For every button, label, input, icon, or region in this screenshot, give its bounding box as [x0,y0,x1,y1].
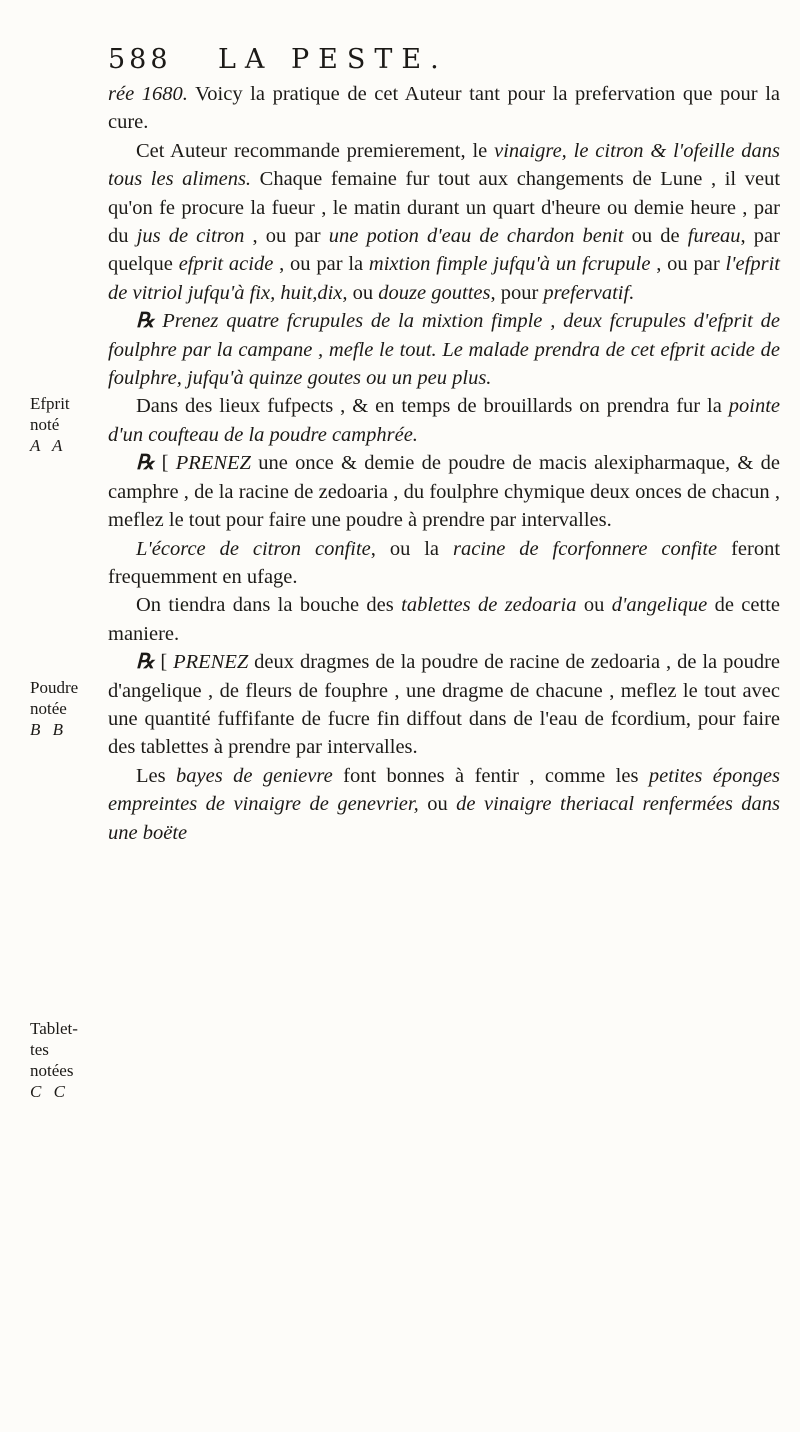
italic-run: douze gouttes [378,281,491,304]
date-text: rée 1680. [108,83,188,105]
text-run: ou [347,281,379,304]
text-run: ou de [623,225,688,248]
margin-note-poudre [30,677,108,740]
text-run: ou [418,793,457,816]
text-run: Cet Auteur recommande premierement, le [136,139,495,162]
text-run: de cette maniere. [108,594,780,645]
text-run: , ou par la [273,253,369,276]
text-run: , par quelque [108,225,780,276]
paragraph [108,648,780,762]
paragraph [108,535,780,592]
paragraph [108,762,780,847]
text-run: une once & demie de poudre de macis alexipharmaque, & de camphre , de la racine de zedoaria , du foulphre chymique deux onces de chacun , meflez le tout pour faire une poudre à prendre par intervalles. [108,452,780,532]
text-run: , ou la [370,537,453,560]
margin-note-line: notées [30,1061,74,1080]
margin-note-line: Poudre [30,678,79,697]
italic-run: L'écorce de citron confite [136,537,371,560]
text-run: deux dragmes de la poudre de racine de zedoaria , de la poudre d'angelique , de fleurs de fouphre , une dragme de chacune , meflez le tout avec une quantité fuffifante de fucre fin diffout dans de l'eau de fcordium, pour faire des tablettes à prendre par intervalles. [108,651,781,759]
paragraph [108,591,780,648]
page-number: 588 [108,44,172,75]
margin-note-line: Efprit [30,394,70,413]
text-run: [ [154,651,174,674]
text-run: , pour [490,281,544,304]
margin-note-letters: C C [30,1082,69,1101]
text-run: Dans des lieux fufpects , & en temps de brouillards on prendra fur la [136,395,729,418]
text-run: Voicy la pratique de cet Auteur tant pour la prefervation que pour la cure. [108,83,780,134]
text-run: font bonnes à fentir , comme les [332,764,649,787]
italic-run: PRENEZ [173,651,249,674]
text-run: feront frequemment en ufage. [108,537,781,588]
text-run: , ou par [244,225,329,248]
italic-run: prefervatif. [543,281,635,304]
italic-run: Prenez quatre fcrupules de la mixtion fimple , deux fcrupules d'efprit de foulphre par la campane , mefle le tout. Le malade prendra de cet efprit acide de foulphre, jufqu'à quinze goutes ou un peu plus. [108,310,780,390]
text-run: [ [154,452,176,475]
italic-run: petites éponges empreintes de vinaigre de genevrier, [108,764,780,816]
italic-run: de vinaigre theriacal renfermées dans une boëte [108,793,780,844]
text-run: Chaque femaine fur tout aux changements de Lune , il veut qu'on fe procure la fueur , le matin durant un quart d'heure ou demie heure , par du [108,168,781,248]
text-run: , ou par [650,253,726,276]
italic-run: efprit acide [178,253,274,276]
page-header [108,44,708,84]
italic-run: vinaigre, le citron & l'ofeille dans tous les alimens. [108,139,780,191]
italic-run: PRENEZ [175,452,251,475]
paragraph [108,392,780,449]
margin-note-line: tes [30,1040,49,1059]
recipe-symbol: ℞ [136,651,155,674]
italic-run: d'angelique [611,594,708,617]
italic-run: tablettes de zedoaria [401,594,577,617]
margin-note-tablettes [30,1018,108,1102]
recipe-symbol: ℞ [136,452,155,475]
italic-run: bayes de genievre [176,764,333,787]
paragraph [108,307,780,392]
italic-run: racine de fcorfonnere confite [452,537,718,560]
main-text [108,80,780,847]
italic-run: mixtion fimple jufqu'à un fcrupule [368,253,651,276]
margin-note-line: notée [30,699,67,718]
margin-note-esprit [30,393,108,456]
italic-run: une potion d'eau de chardon benit [328,225,624,248]
italic-run: pointe d'un coufteau de la poudre camphrée. [108,395,780,446]
margin-note-letters: B B [30,720,68,739]
italic-run: l'efprit de vitriol jufqu'à fix, huit,dix, [108,253,780,304]
margin-note-line: Tablet- [30,1019,78,1038]
running-title: LA PESTE. [218,44,448,75]
text-run: Les [136,764,177,787]
text-run: On tiendra dans la bouche des [136,594,402,617]
margin-note-line: noté [30,415,60,434]
recipe-symbol: ℞ [136,310,155,333]
margin-note-letters: A A [30,436,67,455]
text-run: ou [576,594,612,617]
paragraph [108,449,780,534]
italic-run: jus de citron [136,225,245,248]
paragraph [108,137,780,307]
italic-run: fureau [687,225,741,248]
paragraph [108,80,780,137]
